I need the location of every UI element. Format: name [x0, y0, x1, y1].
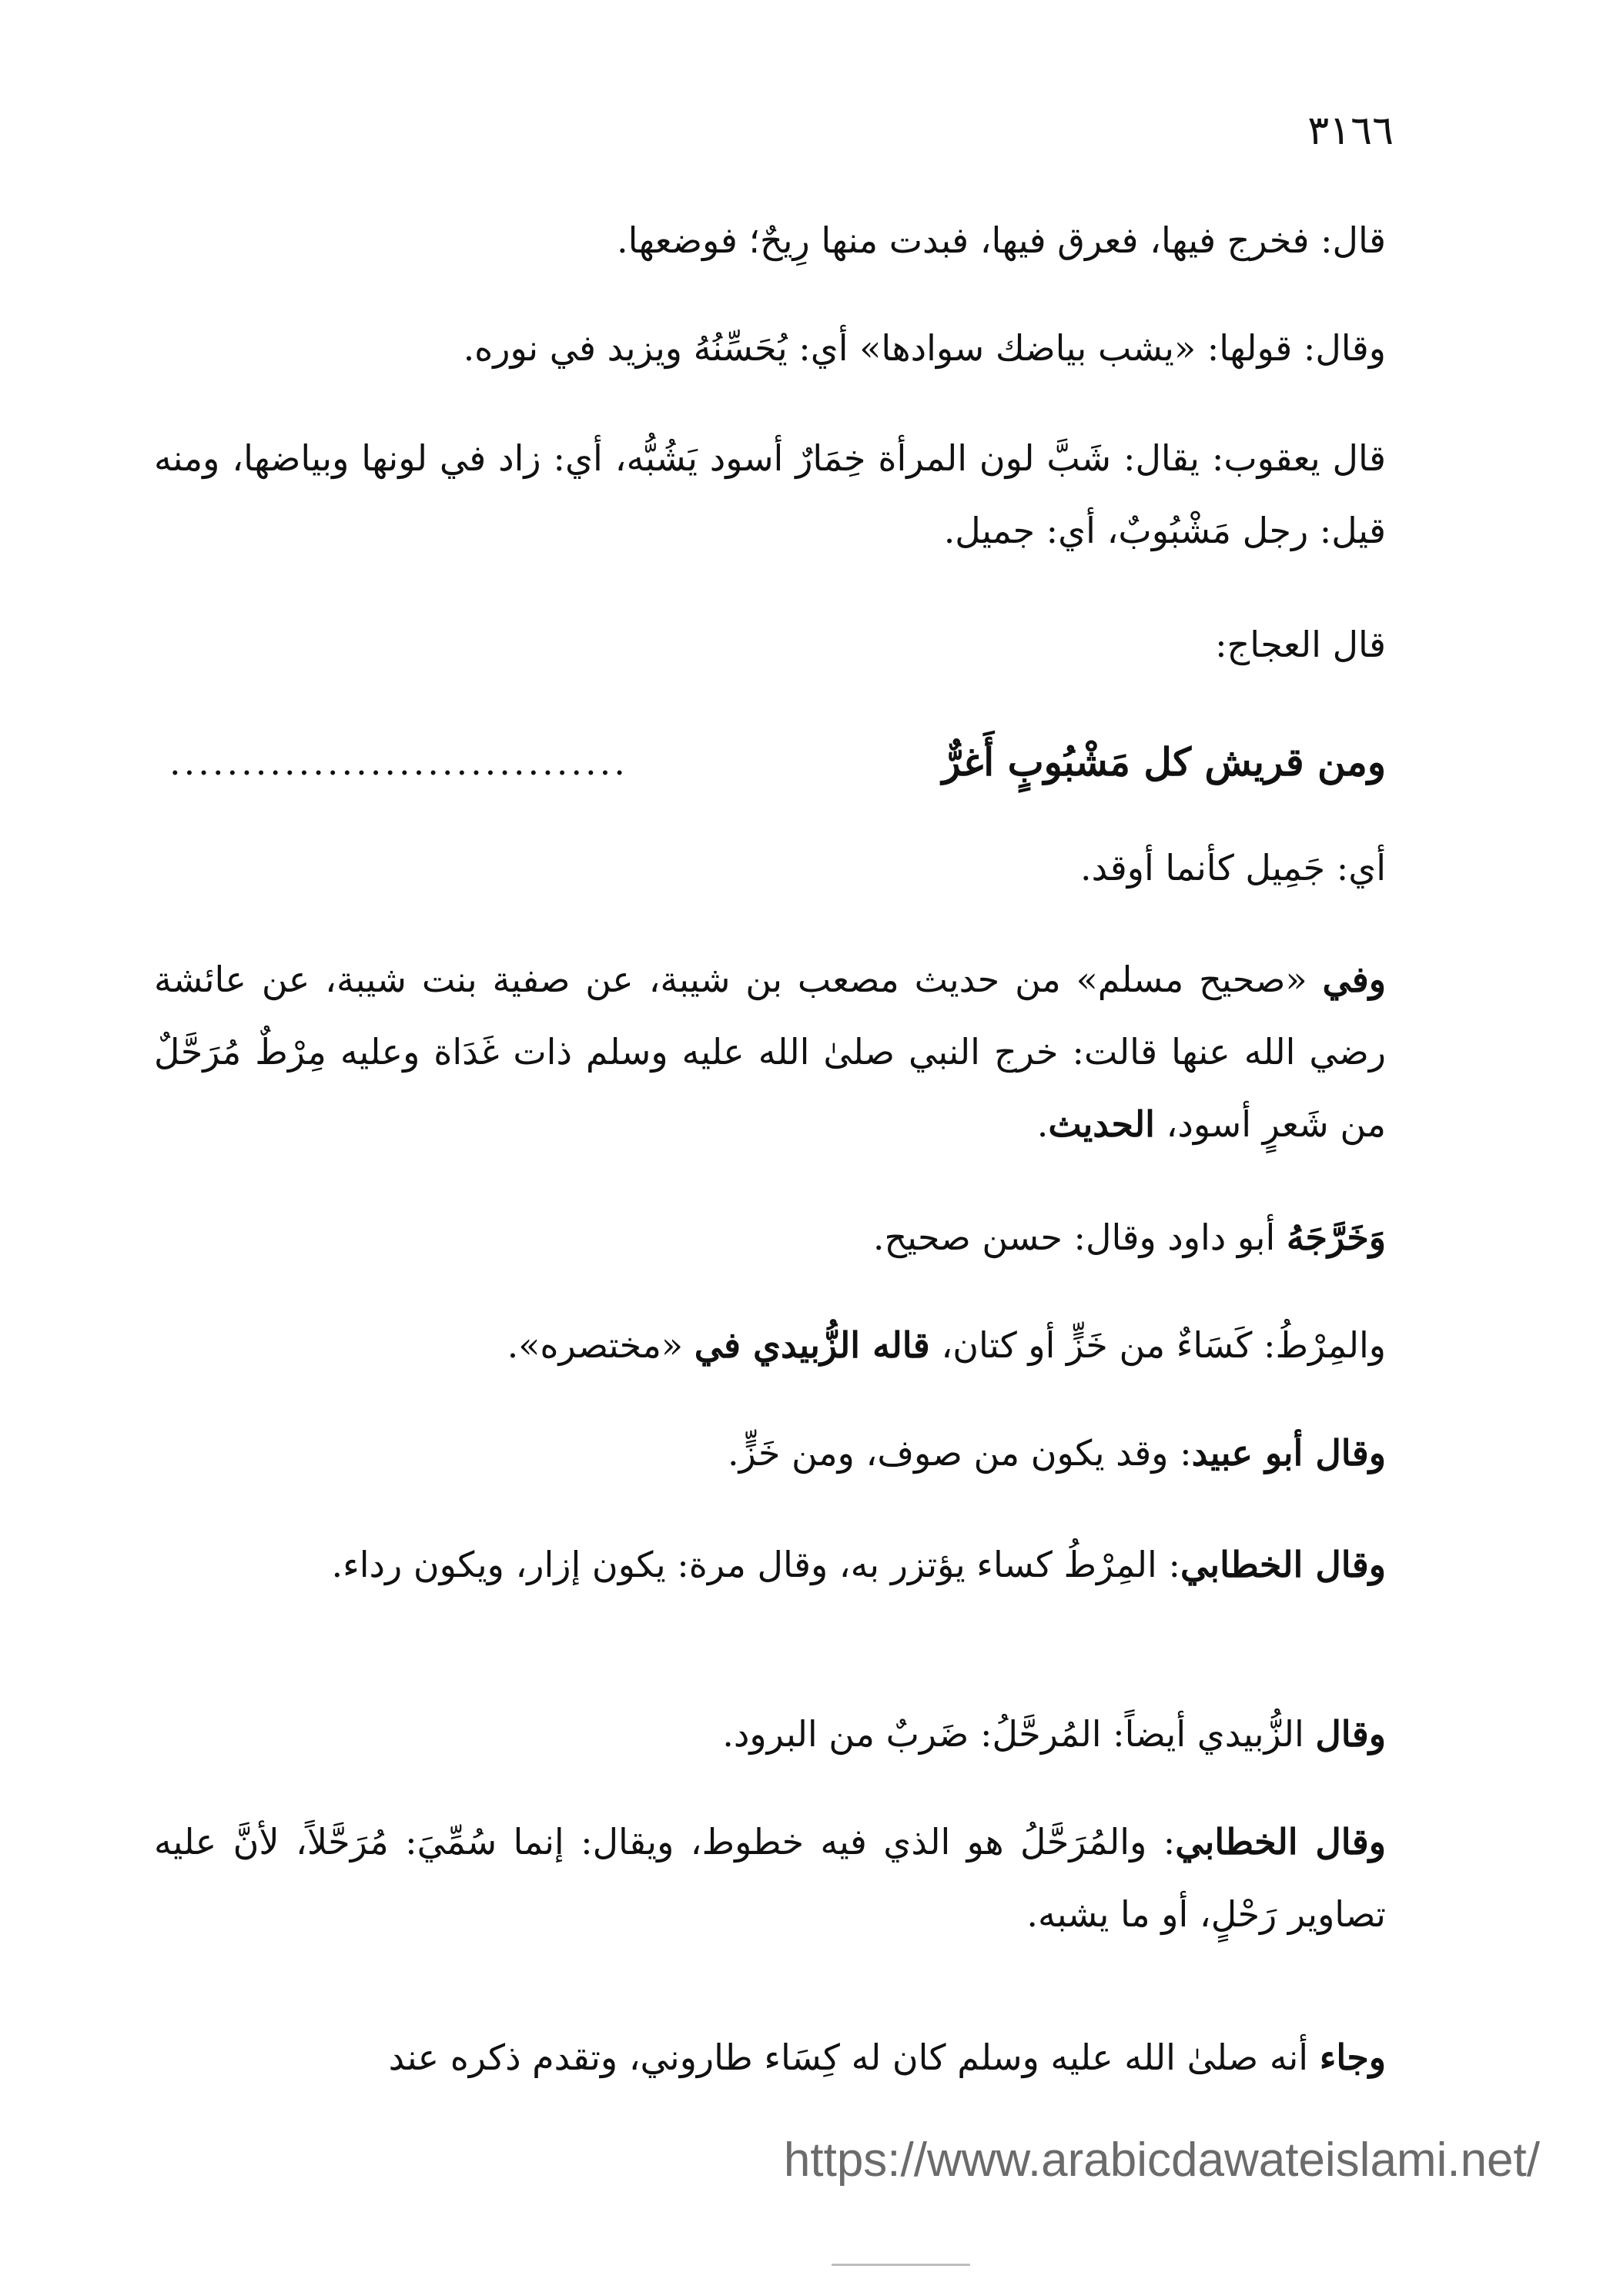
- paragraph-tail: .: [1036, 1103, 1049, 1145]
- paragraph-text: «صحيح مسلم» من حديث مصعب بن شيبة، عن صفية بنت شيبة، عن عائشة رضي الله عنها قالت: خرج النبي صلىٰ الله عليه وسلم ذات غَدَاة وعليه مِرْطٌ مُرَحَّلٌ من شَعرٍ أسود،: [154, 959, 1386, 1145]
- paragraph-lead: وفي: [1322, 959, 1386, 1000]
- paragraph-7: [154, 1201, 1386, 1274]
- paragraph-6: [154, 943, 1386, 1160]
- paragraph-text: : والمُرَحَّلُ هو الذي فيه خطوط، ويقال: إنما سُمِّيَ: مُرَحَّلاً، لأنَّ عليه تصاوير رَحْلٍ، أو ما يشبه.: [154, 1821, 1386, 1935]
- paragraph-8: [154, 1309, 1386, 1381]
- paragraph-text: أنه صلىٰ الله عليه وسلم كان له كِسَاء طاروني، وتقدم ذكره عند: [388, 2037, 1320, 2078]
- paragraph-text: قال العجاج:: [1215, 624, 1386, 665]
- paragraph-text: قال: فخرج فيها، فعرق فيها، فبدت منها رِيحٌ؛ فوضعها.: [616, 219, 1386, 261]
- poem-ellipsis: ................................: [169, 741, 628, 783]
- paragraph-text: الزُّبيدي أيضاً: المُرحَّلُ: ضَربٌ من البرود.: [722, 1713, 1316, 1755]
- paragraph-text: قال يعقوب: يقال: شَبَّ لون المرأة خِمَارٌ أسود يَشُبُّه، أي: زاد في لونها وبياضها، ومنه قيل: رجل مَشْبُوبٌ، أي: جميل.: [154, 437, 1386, 551]
- page-number: ٣١٦٦: [1307, 108, 1394, 154]
- paragraph-9: [154, 1417, 1386, 1489]
- paragraph-10: [154, 1528, 1386, 1601]
- paragraph-1: [154, 204, 1386, 276]
- paragraph-text: : وقد يكون من صوف، ومن خَزٍّ.: [727, 1432, 1192, 1474]
- paragraph-text: أي: جَمِيل كأنما أوقد.: [1080, 847, 1386, 889]
- paragraph-11: [154, 1698, 1386, 1770]
- paragraph-text: : المِرْطُ كساء يؤتزر به، وقال مرة: يكون إزار، ويكون رداء.: [331, 1544, 1180, 1585]
- paragraph-lead: وقال أبو عبيد: [1191, 1432, 1386, 1474]
- paragraph-lead: وَخَرَّجَهُ: [1286, 1217, 1386, 1258]
- paragraph-text: والمِرْطُ: كَسَاءٌ من خَزٍّ أو كتان،: [929, 1324, 1386, 1366]
- watermark-url: https://www.arabicdawateislami.net/: [783, 2134, 1540, 2187]
- paragraph-text: وقال: قولها: «يشب بياضك سوادها» أي: يُحَسِّنُهُ ويزيد في نوره.: [463, 327, 1386, 369]
- paragraph-5: [154, 832, 1386, 904]
- paragraph-lead: وقال الخطابي: [1175, 1821, 1386, 1863]
- paragraph-lead: وقال الخطابي: [1180, 1544, 1386, 1585]
- poem-hemistich: ومن قريش كل مَشْبُوبٍ أَغرٌّ: [942, 739, 1386, 785]
- paragraph-12: [154, 1806, 1386, 1950]
- bottom-divider: [832, 2264, 970, 2271]
- paragraph-bold-tail: قاله الزُّبيدي في: [694, 1324, 930, 1366]
- paragraph-lead: وجاء: [1319, 2037, 1386, 2078]
- paragraph-3: [154, 422, 1386, 567]
- paragraph-bold-tail: الحديث: [1048, 1103, 1155, 1145]
- paragraph-text: أبو داود وقال: حسن صحيح.: [872, 1217, 1287, 1258]
- paragraph-13: [154, 2021, 1386, 2094]
- paragraph-tail: «مختصره».: [507, 1324, 695, 1366]
- paragraph-4: [154, 608, 1386, 681]
- poem-line: [154, 724, 1386, 801]
- paragraph-lead: وقال: [1315, 1713, 1386, 1755]
- paragraph-2: [154, 312, 1386, 384]
